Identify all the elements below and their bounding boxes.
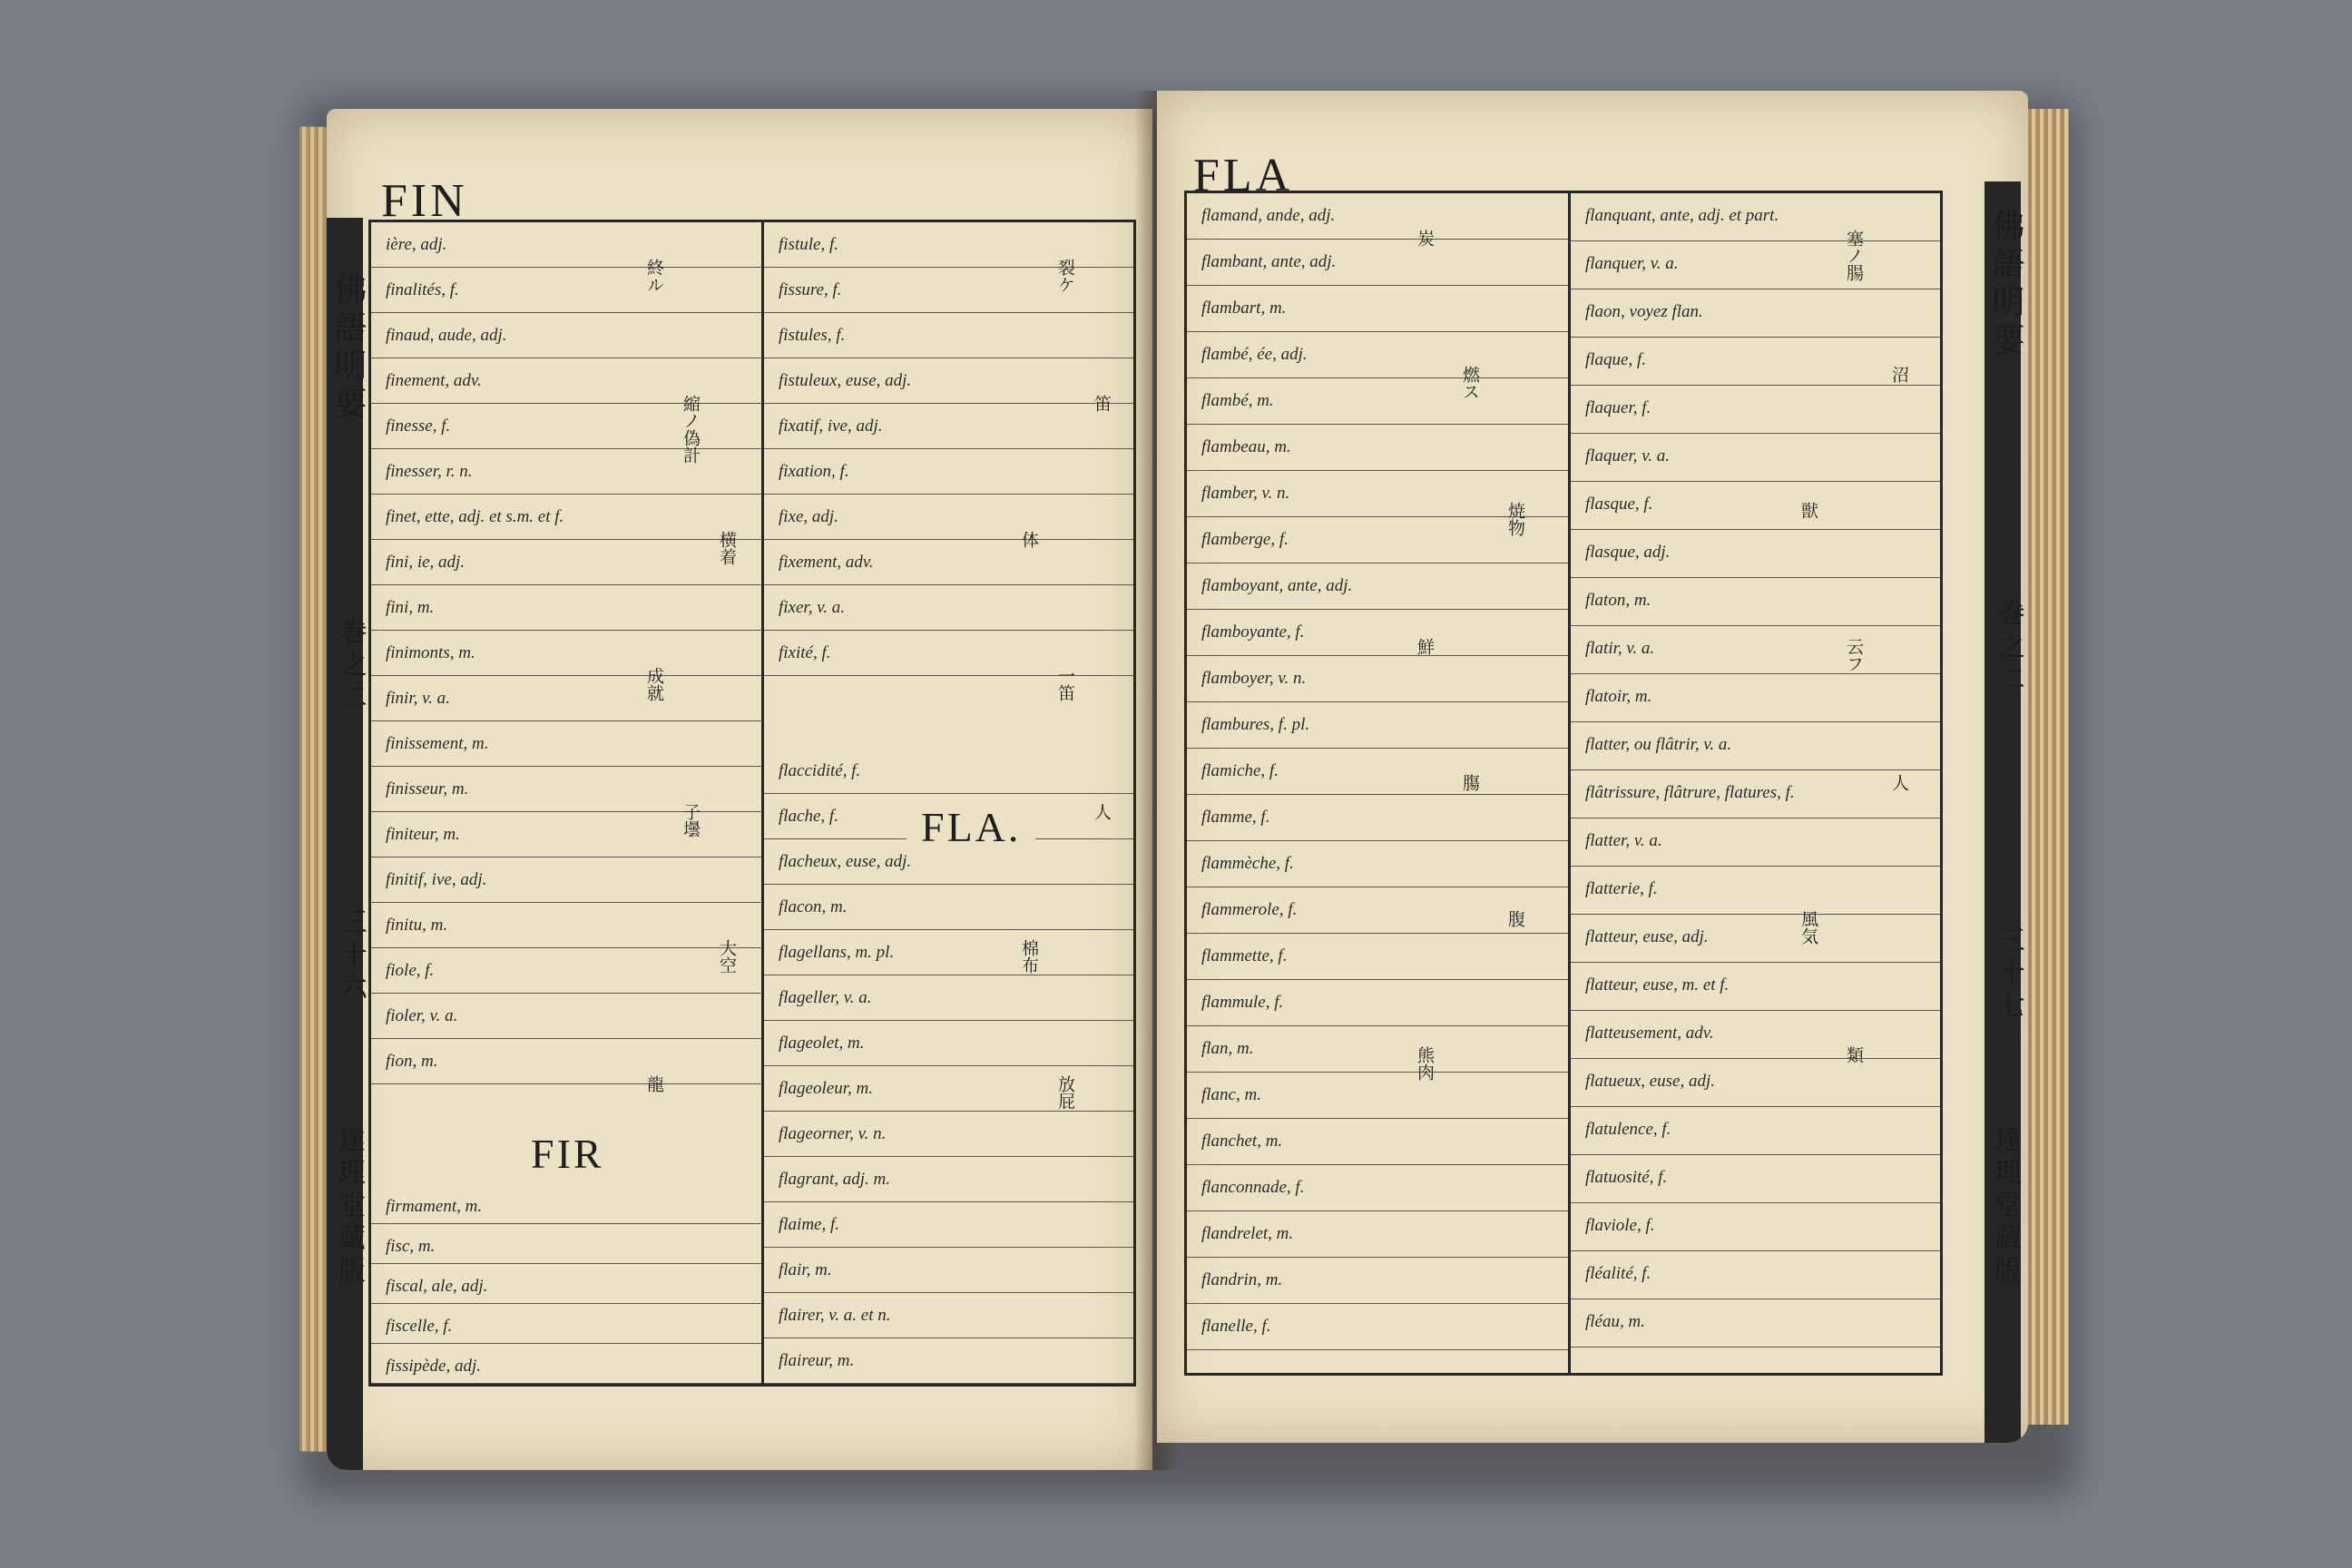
japanese-gloss: 類: [1844, 1046, 1864, 1063]
japanese-gloss: 炭: [1415, 230, 1435, 247]
dictionary-entry: fistuleux, euse, adj.: [764, 358, 1133, 404]
japanese-gloss: 放屁: [1055, 1075, 1075, 1110]
dictionary-entry: fini, m.: [371, 585, 761, 631]
dictionary-entry: flâtrissure, flâtrure, flatures, f.: [1571, 770, 1940, 818]
dictionary-entry: flaon, voyez flan.: [1571, 289, 1940, 338]
japanese-gloss: 横着: [717, 531, 737, 565]
dictionary-entry: fissure, f.: [764, 268, 1133, 313]
dictionary-entry: fixité, f.: [764, 631, 1133, 676]
dictionary-entry: flammette, f.: [1187, 934, 1568, 980]
dictionary-entry: flageorner, v. n.: [764, 1112, 1133, 1157]
right-running-head: FLA: [1193, 150, 1294, 201]
left-page: [327, 109, 1152, 1470]
dictionary-entry: flatoir, m.: [1571, 674, 1940, 722]
japanese-gloss: 鮮: [1415, 638, 1435, 655]
dictionary-entry: flammule, f.: [1187, 980, 1568, 1026]
dictionary-entry: fion, m.: [371, 1039, 761, 1084]
dictionary-entry: flan, m.: [1187, 1026, 1568, 1073]
dictionary-entry: flaton, m.: [1571, 578, 1940, 626]
japanese-gloss: 燃ス: [1460, 366, 1480, 400]
dictionary-entry: flaquer, v. a.: [1571, 434, 1940, 482]
dictionary-entry: finet, ette, adj. et s.m. et f.: [371, 495, 761, 540]
dictionary-entry: flatter, v. a.: [1571, 818, 1940, 867]
japanese-gloss: 縮ノ偽計: [681, 395, 701, 464]
dictionary-entry: finimonts, m.: [371, 631, 761, 676]
dictionary-entry: flanquer, v. a.: [1571, 241, 1940, 289]
japanese-gloss: 笛: [1092, 395, 1112, 412]
japanese-gloss: 大空: [717, 939, 737, 974]
dictionary-entry: flaviole, f.: [1571, 1203, 1940, 1251]
left-running-head: FIN: [381, 175, 468, 227]
japanese-gloss: 腹: [1505, 910, 1525, 927]
dictionary-entry: flatteur, euse, adj.: [1571, 915, 1940, 963]
dictionary-entry: fistules, f.: [764, 313, 1133, 358]
dictionary-entry: fini, ie, adj.: [371, 540, 761, 585]
right-col-1: [1187, 193, 1568, 1373]
right-margin-volume: 巻之二: [1993, 599, 2024, 697]
dictionary-entry: flageolet, m.: [764, 1021, 1133, 1066]
right-margin-title: 佛語明要: [1987, 209, 2024, 361]
dictionary-entry: fissipède, adj.: [371, 1344, 761, 1384]
dictionary-entry: fiscal, ale, adj.: [371, 1264, 761, 1304]
dictionary-entry: finesser, r. n.: [371, 449, 761, 495]
dictionary-entry: finissement, m.: [371, 721, 761, 767]
dictionary-entry: firmament, m.: [371, 1184, 761, 1224]
dictionary-entry: flacheux, euse, adj.: [764, 839, 1133, 885]
dictionary-entry: finement, adv.: [371, 358, 761, 404]
dictionary-entry: fiscelle, f.: [371, 1304, 761, 1344]
dictionary-entry: flamber, v. n.: [1187, 471, 1568, 517]
japanese-gloss: 云フ: [1844, 638, 1864, 672]
dictionary-entry: finitu, m.: [371, 903, 761, 948]
right-margin-imprint: 達理堂蔵版: [1989, 1125, 2021, 1289]
japanese-gloss: 体: [1019, 531, 1039, 548]
dictionary-entry: flaireur, m.: [764, 1338, 1133, 1384]
dictionary-entry: flammèche, f.: [1187, 841, 1568, 887]
dictionary-entry: flandrelet, m.: [1187, 1211, 1568, 1258]
japanese-gloss: 人: [1092, 803, 1112, 820]
dictionary-entry: fixe, adj.: [764, 495, 1133, 540]
dictionary-entry: ière, adj.: [371, 222, 761, 268]
dictionary-entry: fixatif, ive, adj.: [764, 404, 1133, 449]
dictionary-entry: finisseur, m.: [371, 767, 761, 812]
right-margin-folio: 三十七: [1993, 926, 2024, 1024]
japanese-gloss: 風気: [1798, 910, 1818, 945]
dictionary-entry: flaque, f.: [1571, 338, 1940, 386]
dictionary-entry: flaime, f.: [764, 1202, 1133, 1248]
dictionary-entry: flamiche, f.: [1187, 749, 1568, 795]
dictionary-entry: fistule, f.: [764, 222, 1133, 268]
dictionary-entry: flambant, ante, adj.: [1187, 240, 1568, 286]
dictionary-entry: flamberge, f.: [1187, 517, 1568, 564]
left-margin-volume: 巻之二: [335, 617, 367, 715]
dictionary-entry: flanc, m.: [1187, 1073, 1568, 1119]
dictionary-entry: flandrin, m.: [1187, 1258, 1568, 1304]
dictionary-entry: flagellans, m. pl.: [764, 930, 1133, 975]
japanese-gloss: 焼物: [1505, 502, 1525, 536]
dictionary-entry: flambé, ée, adj.: [1187, 332, 1568, 378]
dictionary-entry: finaud, aude, adj.: [371, 313, 761, 358]
dictionary-entry: flaquer, f.: [1571, 386, 1940, 434]
japanese-gloss: 熊肉: [1415, 1046, 1435, 1081]
dictionary-entry: flambart, m.: [1187, 286, 1568, 332]
dictionary-entry: flatueux, euse, adj.: [1571, 1059, 1940, 1107]
dictionary-entry: finir, v. a.: [371, 676, 761, 721]
dictionary-entry: flairer, v. a. et n.: [764, 1293, 1133, 1338]
dictionary-entry: finesse, f.: [371, 404, 761, 449]
japanese-gloss: 子壜: [681, 803, 701, 838]
dictionary-entry: flambures, f. pl.: [1187, 702, 1568, 749]
left-col2-section-head: FLA.: [906, 803, 1035, 851]
dictionary-entry: flaccidité, f.: [764, 749, 1133, 794]
left-margin-title: 佛語明要: [329, 272, 367, 425]
dictionary-entry: flamme, f.: [1187, 795, 1568, 841]
dictionary-entry: flageller, v. a.: [764, 975, 1133, 1021]
dictionary-entry: flatuosité, f.: [1571, 1155, 1940, 1203]
japanese-gloss: 塞ノ腸: [1844, 230, 1864, 281]
dictionary-entry: flamboyant, ante, adj.: [1187, 564, 1568, 610]
dictionary-entry: flair, m.: [764, 1248, 1133, 1293]
dictionary-entry: finitif, ive, adj.: [371, 858, 761, 903]
dictionary-entry: flagrant, adj. m.: [764, 1157, 1133, 1202]
dictionary-entry: flageoleur, m.: [764, 1066, 1133, 1112]
japanese-gloss: 一笛: [1055, 667, 1075, 701]
japanese-gloss: 裂ケ: [1055, 259, 1075, 293]
dictionary-entry: fixer, v. a.: [764, 585, 1133, 631]
dictionary-entry: flatterie, f.: [1571, 867, 1940, 915]
dictionary-entry: flamand, ande, adj.: [1187, 193, 1568, 240]
dictionary-entry: fisc, m.: [371, 1224, 761, 1264]
dictionary-entry: flacon, m.: [764, 885, 1133, 930]
dictionary-entry: flanconnade, f.: [1187, 1165, 1568, 1211]
left-col1-section-head: FIR: [516, 1130, 619, 1178]
dictionary-entry: fioler, v. a.: [371, 994, 761, 1039]
dictionary-entry: flamboyer, v. n.: [1187, 656, 1568, 702]
dictionary-entry: flanelle, f.: [1187, 1304, 1568, 1350]
dictionary-entry: flambeau, m.: [1187, 425, 1568, 471]
left-margin-imprint: 達理堂蔵版: [333, 1125, 365, 1289]
dictionary-entry: fixation, f.: [764, 449, 1133, 495]
japanese-gloss: 成就: [644, 667, 664, 701]
left-col-1: [371, 222, 761, 1384]
dictionary-entry: flatter, ou flâtrir, v. a.: [1571, 722, 1940, 770]
dictionary-entry: fixement, adv.: [764, 540, 1133, 585]
dictionary-entry: flatulence, f.: [1571, 1107, 1940, 1155]
dictionary-entry: flanchet, m.: [1187, 1119, 1568, 1165]
dictionary-entry: flatteusement, adv.: [1571, 1011, 1940, 1059]
dictionary-entry: flambé, m.: [1187, 378, 1568, 425]
dictionary-entry: flanquant, ante, adj. et part.: [1571, 193, 1940, 241]
dictionary-entry: flasque, adj.: [1571, 530, 1940, 578]
left-frame: [368, 220, 1136, 1387]
right-col-2: [1571, 193, 1940, 1373]
japanese-gloss: 膓: [1460, 774, 1480, 791]
japanese-gloss: 人: [1889, 774, 1909, 791]
dictionary-entry: fiole, f.: [371, 948, 761, 994]
dictionary-entry: flammerole, f.: [1187, 887, 1568, 934]
dictionary-entry: flatteur, euse, m. et f.: [1571, 963, 1940, 1011]
right-frame: [1184, 191, 1943, 1376]
japanese-gloss: 龍: [644, 1075, 664, 1093]
dictionary-entry: flache, f.: [764, 794, 1133, 839]
dictionary-entry: flamboyante, f.: [1187, 610, 1568, 656]
japanese-gloss: 棉布: [1019, 939, 1039, 974]
dictionary-entry: flatir, v. a.: [1571, 626, 1940, 674]
dictionary-entry: fléau, m.: [1571, 1299, 1940, 1348]
dictionary-entry: finalités, f.: [371, 268, 761, 313]
japanese-gloss: 終ル: [644, 259, 664, 293]
japanese-gloss: 獣: [1798, 502, 1818, 519]
right-page: [1157, 91, 2028, 1443]
dictionary-entry: fléalité, f.: [1571, 1251, 1940, 1299]
japanese-gloss: 沼: [1889, 366, 1909, 383]
dictionary-entry: finiteur, m.: [371, 812, 761, 858]
left-margin-folio: 三十六: [335, 907, 367, 1005]
dictionary-entry: flasque, f.: [1571, 482, 1940, 530]
